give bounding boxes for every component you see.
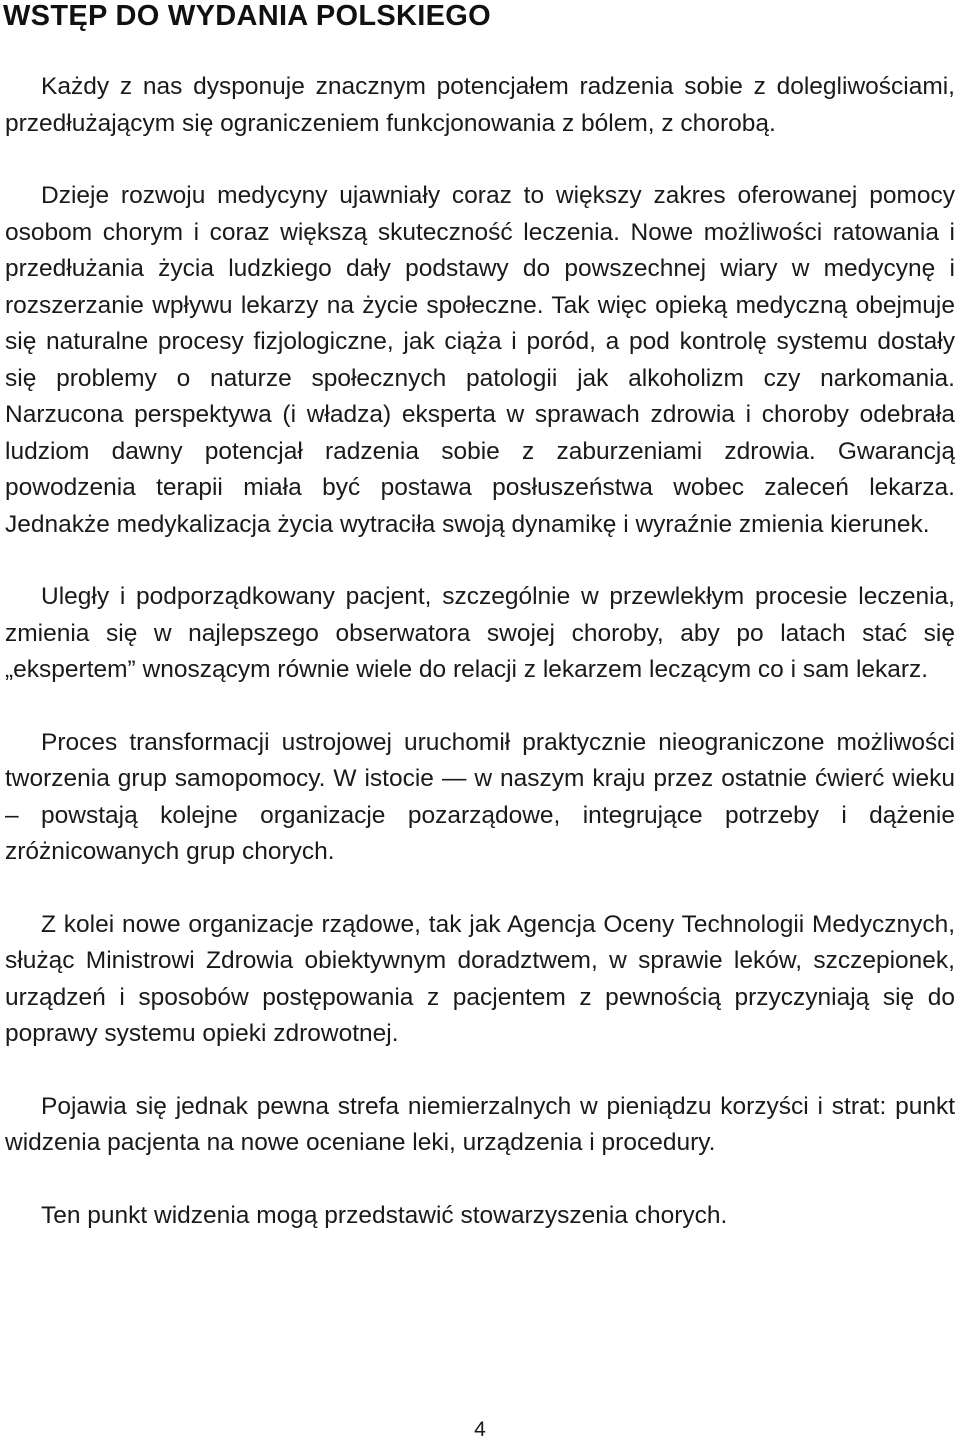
paragraph-6: Pojawia się jednak pewna strefa niemierzalnych w pieniądzu korzyści i strat: punkt widzenia pacjenta na nowe oceniane leki, urządzenia i procedury. [5, 1092, 955, 1156]
paragraph-1: Każdy z nas dysponuje znacznym potencjałem radzenia sobie z dolegliwościami, przedłużającym się ograniczeniem funkcjonowania z bólem, z chorobą. [5, 73, 955, 137]
paragraph-3: Uległy i podporządkowany pacjent, szczególnie w przewlekłym procesie leczenia, zmienia się w najlepszego obserwatora swojej choroby, aby po latach stać się „ekspertem” wnoszącym równie wiele do relacji z lekarzem leczącym co i sam lekarz. [5, 583, 955, 683]
page-number: 4 [474, 1418, 486, 1441]
paragraph-4: Proces transformacji ustrojowej uruchomił praktycznie nieograniczone możliwości tworzenia grup samopomocy. W istocie — w naszym kraju przez ostatnie ćwierć wieku – powstają kolejne organizacje pozarządowe, integrujące potrzeby i dążenie zróżnicowanych grup chorych. [5, 728, 955, 865]
paragraph-2: Dzieje rozwoju medycyny ujawniały coraz to większy zakres oferowanej pomocy osobom chorym i coraz większą skuteczność leczenia. Nowe możliwości ratowania i przedłużania życia ludzkiego dały podstawy do powszechnej wiary w medycynę i rozszerzanie wpływu lekarzy na życie społeczne. Tak więc opieką medyczną obejmuje się naturalne procesy fizjologiczne, jak ciąża i poród, a pod kontrolę systemu dostały się problemy o naturze społecznych patologii jak alkoholizm czy narkomania. Narzucona perspektywa (i władza) eksperta w sprawach zdrowia i choroby odebrała ludziom dawny potencjał radzenia sobie z zaburzeniami zdrowia. Gwarancją powodzenia terapii miała być postawa posłuszeństwa wobec zaleceń lekarza. Jednakże medykalizacja życia wytraciła swoją dynamikę i wyraźnie zmienia kierunek. [5, 182, 955, 538]
page-heading: WSTĘP DO WYDANIA POLSKIEGO [3, 0, 491, 32]
paragraph-7: Ten punkt widzenia mogą przedstawić stowarzyszenia chorych. [41, 1201, 728, 1229]
paragraph-5: Z kolei nowe organizacje rządowe, tak jak Agencja Oceny Technologii Medycznych, służąc Ministrowi Zdrowia obiektywnym doradztwem, w sprawie leków, szczepionek, urządzeń i sposobów postępowania z pacjentem z pewnością przyczyniają się do poprawy systemu opieki zdrowotnej. [5, 910, 955, 1047]
body-text [5, 69, 955, 1234]
